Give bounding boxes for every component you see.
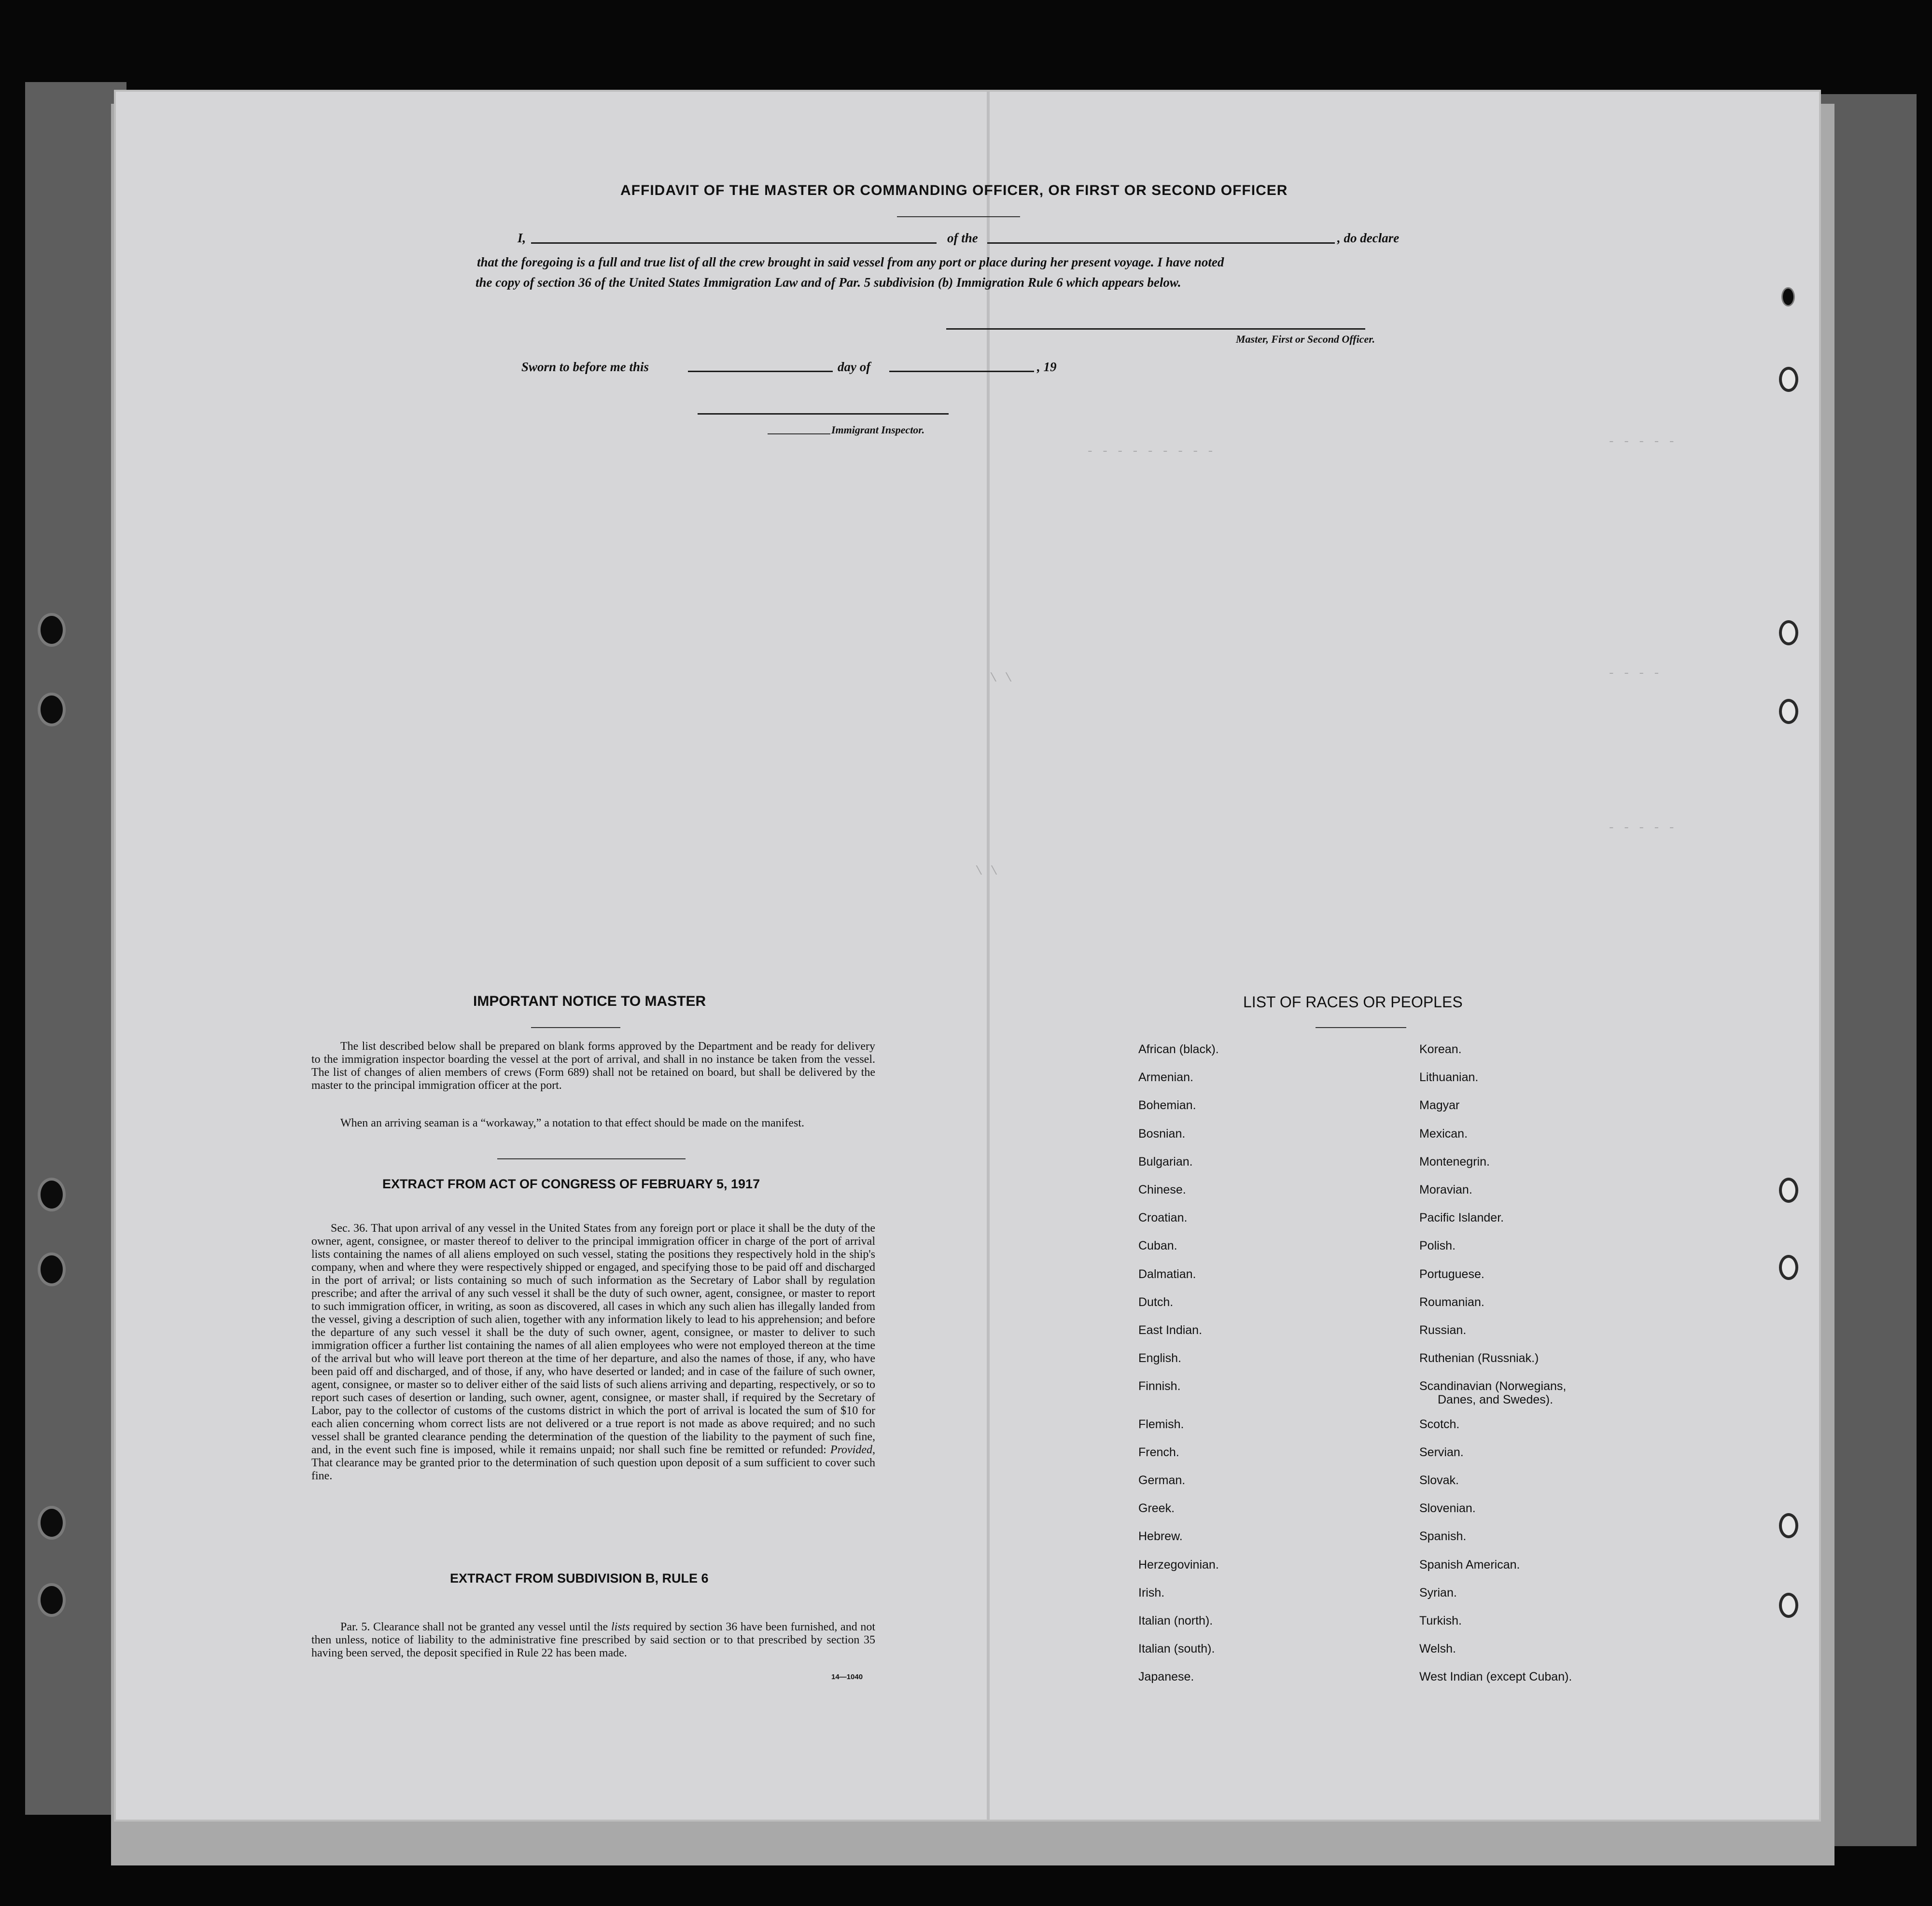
- notice-rule: [531, 1027, 620, 1028]
- section-rule: [497, 1158, 686, 1159]
- notice-paragraph-1: The list described below shall be prepared on blank forms approved by the Department and be ready for delivery to the immigration inspector boarding the vessel at the port of arrival, and shall in no instance be taken from the vessel. The list of changes of alien members of crews (Form 689) shall not be retained on board, but shall be delivered by the master to the principal immigration officer at the port.: [311, 1040, 875, 1092]
- races-title: LIST OF RACES OR PEOPLES: [1243, 993, 1463, 1011]
- notice-paragraph-2: When an arriving seaman is a “workaway,” a notation to that effect should be made on the manifest.: [340, 1117, 804, 1129]
- race-item: Bosnian.: [1138, 1127, 1186, 1141]
- race-item: Roumanian.: [1419, 1295, 1484, 1309]
- sworn-month-field[interactable]: [889, 371, 1034, 372]
- sheet-hole: [1779, 699, 1798, 724]
- bleed-through-text: \ \: [975, 864, 998, 878]
- race-item: Spanish American.: [1419, 1558, 1520, 1572]
- lists-word: lists: [611, 1621, 630, 1633]
- binder-hole: [38, 693, 66, 726]
- rule-paragraph: [311, 1621, 875, 1660]
- sheet-hole: [1779, 1255, 1798, 1280]
- section-36-body: That upon arrival of any vessel in the United States from any foreign port or place it shall be the duty of the owner, agent, consignee, or master thereof to deliver to the principal immigration officer in charge of the port of arrival lists containing the names of all aliens employed on such vessel, stating the positions they respectively hold in the ship's company, when and where they were respectively shipped or engaged, and specifying those to be paid off and discharged in the port of arrival; or lists containing so much of such information as the Secretary of Labor shall by regulation prescribe; and after the arrival of any such vessel it shall be the duty of such owner, agent, consignee, or master to report to such immigration officer, in writing, as soon as discovered, all cases in which any such alien has illegally landed from the vessel, giving a description of such alien, together with any information likely to lead to his apprehension; and before the departure of any such vessel it shall be the duty of such owner, agent, consignee, or master to deliver to such immigration officer a further list containing the names of all alien employees who were not employed thereon at the time of the arrival but who will leave port thereon at the time of her departure, and also the names of those, if any, who have been paid off and discharged, and of those, if any, who have deserted or landed; and in case of the failure of such owner, agent, consignee, or master so to deliver either of the said lists of such aliens arriving and departing, respectively, or so to report such cases of desertion or landing, such owner, agent, consignee, or master shall, if required by the Secretary of Labor, pay to the collector of customs of the customs district in which the port of arrival is located the sum of $10 for each alien concerning whom correct lists are not delivered or a true report is not made as above required; and no such vessel shall be granted clearance pending the determination of the question of the liability to the payment of such fine, and, in the event such fine is imposed, while it remains unpaid; nor shall such fine be remitted or refunded:: [311, 1222, 875, 1456]
- race-item: Slovak.: [1419, 1474, 1459, 1487]
- sheet-hole: [1779, 1178, 1798, 1203]
- binder-hole: [38, 613, 66, 647]
- page-fold: [987, 92, 990, 1820]
- race-item: Italian (north).: [1138, 1614, 1213, 1628]
- binder-hole: [38, 1252, 66, 1286]
- section-36-body-end: That clearance may be granted prior to the determination of such question upon deposit of a sum sufficient to cover such fine.: [311, 1457, 875, 1482]
- sworn-day-field[interactable]: [688, 371, 833, 372]
- race-item: Magyar: [1419, 1099, 1460, 1113]
- title-rule: [897, 216, 1020, 217]
- race-item: Servian.: [1419, 1445, 1464, 1459]
- rule-extract-title: EXTRACT FROM SUBDIVISION B, RULE 6: [450, 1571, 709, 1586]
- rule-paragraph-end: required by section 36 have been furnished, and not then unless, notice of liability to the administrative fine prescribed by said section or to that prescribed by section 35 having been served, the deposit specified in Rule 22 has been made.: [311, 1621, 876, 1659]
- section-36-label: Sec. 36.: [331, 1222, 368, 1235]
- race-item: Ruthenian (Russniak.): [1419, 1351, 1539, 1365]
- race-item: Syrian.: [1419, 1586, 1457, 1600]
- affidavit-line-2: that the foregoing is a full and true list of all the crew brought in said vessel from any port or place during her present voyage. I have noted: [477, 255, 1224, 269]
- binder-hole: [38, 1178, 66, 1211]
- master-name-field[interactable]: [531, 242, 937, 244]
- race-item: English.: [1138, 1351, 1181, 1365]
- bleed-through-text: - - - - -: [1608, 434, 1676, 449]
- race-item: Scandinavian (Norwegians,: [1419, 1379, 1567, 1393]
- race-item: Italian (south).: [1138, 1642, 1215, 1656]
- notice-title: IMPORTANT NOTICE TO MASTER: [473, 993, 706, 1009]
- race-item: Irish.: [1138, 1586, 1165, 1600]
- sheet-hole: [1779, 620, 1798, 645]
- race-item: African (black).: [1138, 1043, 1219, 1056]
- race-item: Mexican.: [1419, 1127, 1468, 1141]
- race-item: Turkish.: [1419, 1614, 1462, 1628]
- bleed-through-text: - - - - -: [1608, 821, 1676, 835]
- sworn-year-label: , 19: [1037, 360, 1057, 374]
- race-item: Moravian.: [1419, 1183, 1472, 1196]
- sworn-label: Sworn to before me this: [521, 360, 649, 374]
- bleed-through-text: - - - -: [1608, 666, 1661, 681]
- race-item: Bohemian.: [1138, 1099, 1196, 1113]
- race-item: French.: [1138, 1445, 1179, 1459]
- bleed-through-text: \ \: [990, 671, 1012, 685]
- affidavit-i-label: I,: [518, 231, 526, 245]
- race-item: Polish.: [1419, 1239, 1456, 1253]
- race-item: Welsh.: [1419, 1642, 1456, 1656]
- race-item-continuation: Danes, and Swedes).: [1438, 1393, 1554, 1407]
- race-item: Scotch.: [1419, 1417, 1460, 1431]
- bleed-through-text: - - - - - - - - -: [1086, 444, 1215, 459]
- rule-paragraph-start: Par. 5. Clearance shall not be granted any vessel until the: [340, 1621, 608, 1633]
- vessel-name-field[interactable]: [987, 242, 1335, 244]
- race-item: East Indian.: [1138, 1323, 1203, 1337]
- race-item: Cuban.: [1138, 1239, 1177, 1253]
- race-item: Armenian.: [1138, 1071, 1193, 1085]
- provided-word: Provided,: [830, 1444, 875, 1456]
- race-item: Dalmatian.: [1138, 1267, 1196, 1281]
- sheet-hole: [1779, 367, 1798, 392]
- sheet-hole: [1781, 287, 1795, 306]
- race-item: Montenegrin.: [1419, 1155, 1490, 1169]
- race-item: Flemish.: [1138, 1417, 1184, 1431]
- race-item: German.: [1138, 1474, 1186, 1487]
- race-item: Dutch.: [1138, 1295, 1174, 1309]
- race-item: Russian.: [1419, 1323, 1467, 1337]
- form-code: 14—1040: [831, 1673, 863, 1681]
- race-item: Hebrew.: [1138, 1530, 1183, 1544]
- affidavit-line-3: the copy of section 36 of the United States Immigration Law and of Par. 5 subdivision (b) Immigration Rule 6 which appears below.: [476, 275, 1181, 290]
- inspector-label: Immigrant Inspector.: [831, 424, 925, 436]
- race-item: Herzegovinian.: [1138, 1558, 1219, 1572]
- inspector-signature-field[interactable]: [698, 413, 949, 415]
- race-item: Chinese.: [1138, 1183, 1186, 1196]
- race-item: Croatian.: [1138, 1211, 1188, 1225]
- do-declare-label: , do declare: [1337, 231, 1400, 245]
- day-of-label: day of: [838, 360, 871, 374]
- manifest-sheet: [116, 92, 1819, 1820]
- race-item: Portuguese.: [1419, 1267, 1484, 1281]
- of-the-label: of the: [947, 231, 978, 245]
- races-rule: [1316, 1027, 1406, 1028]
- race-item: Pacific Islander.: [1419, 1211, 1504, 1225]
- race-item: Bulgarian.: [1138, 1155, 1193, 1169]
- binder-hole: [38, 1506, 66, 1540]
- race-item: Japanese.: [1138, 1670, 1194, 1684]
- race-item: Lithuanian.: [1419, 1071, 1479, 1085]
- race-item: Korean.: [1419, 1043, 1462, 1056]
- binder-hole: [38, 1583, 66, 1617]
- sheet-hole: [1779, 1513, 1798, 1538]
- master-signature-field[interactable]: [946, 328, 1365, 330]
- race-item: Greek.: [1138, 1502, 1175, 1516]
- signature-label: Master, First or Second Officer.: [1236, 333, 1375, 345]
- race-item: Spanish.: [1419, 1530, 1467, 1544]
- race-item: West Indian (except Cuban).: [1419, 1670, 1572, 1684]
- race-item: Slovenian.: [1419, 1502, 1476, 1516]
- race-item: Finnish.: [1138, 1379, 1181, 1393]
- sheet-hole: [1779, 1593, 1798, 1618]
- inspector-rule: [768, 433, 830, 434]
- affidavit-title: AFFIDAVIT OF THE MASTER OR COMMANDING OFFICER, OR FIRST OR SECOND OFFICER: [620, 182, 1288, 198]
- act-extract-title: EXTRACT FROM ACT OF CONGRESS OF FEBRUARY 5, 1917: [382, 1177, 760, 1191]
- section-36-text: [311, 1222, 875, 1483]
